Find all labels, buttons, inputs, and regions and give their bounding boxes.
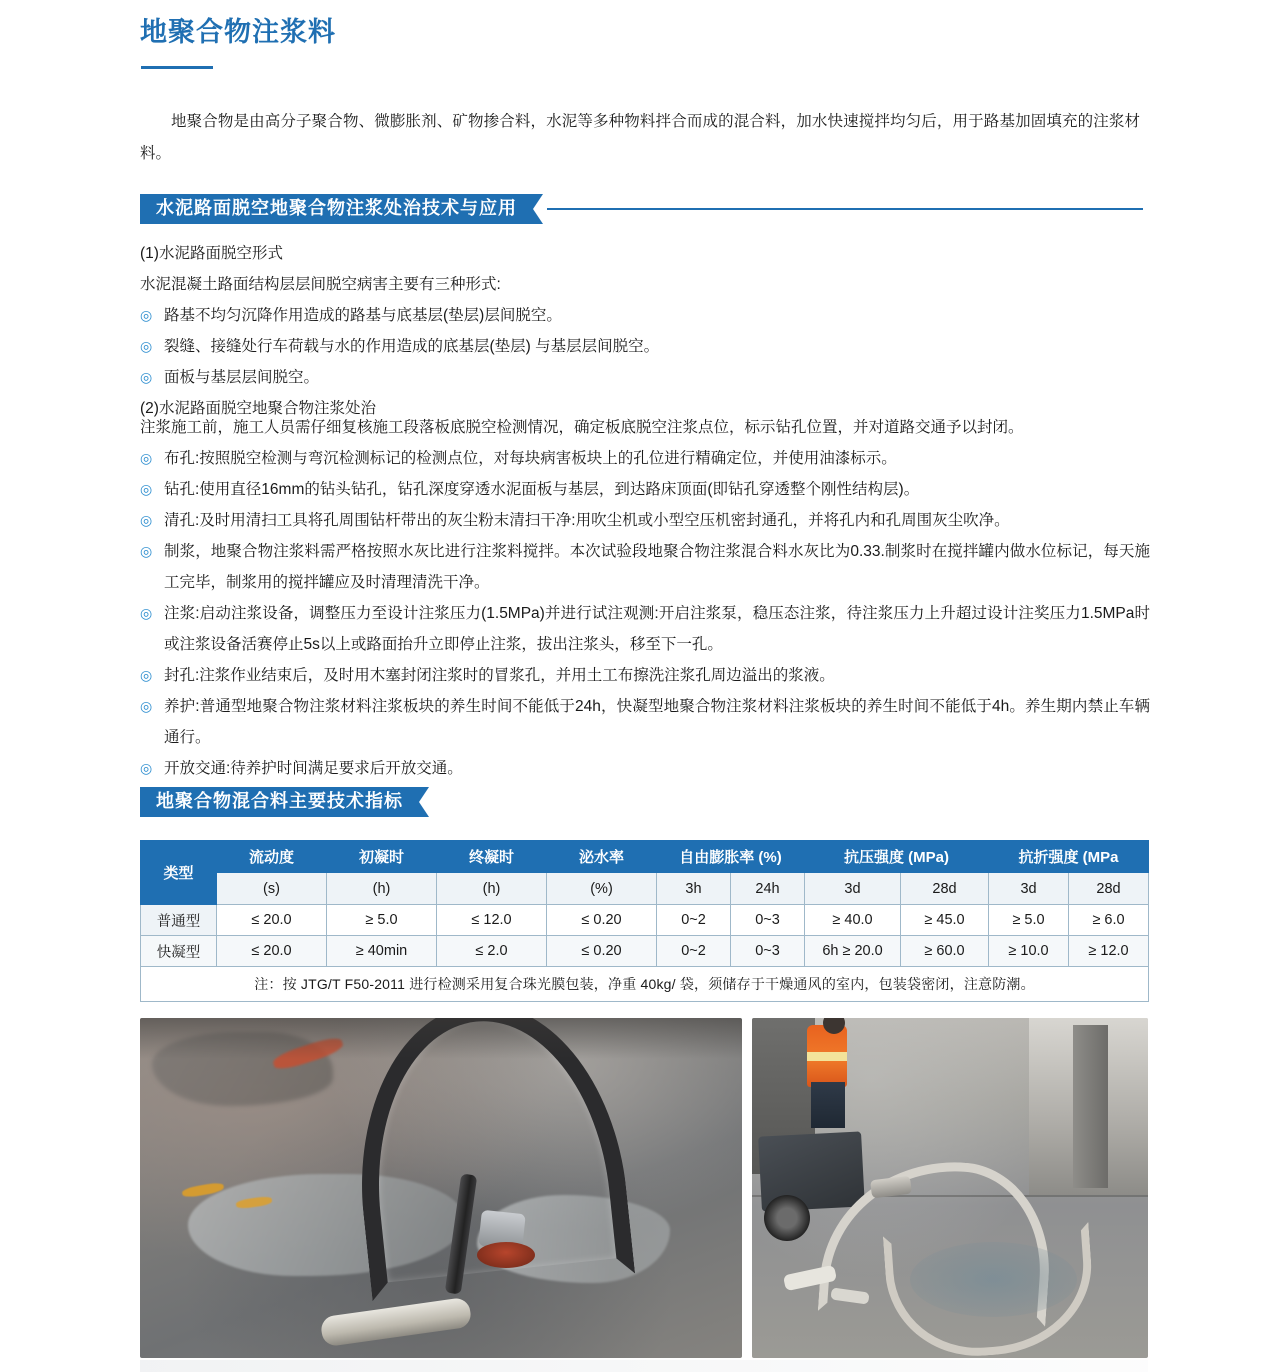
photo-right-worker-reflective-stripe xyxy=(807,1052,847,1061)
part1-bullet-1 xyxy=(140,300,1150,331)
cell-rapid-fluidity: ≤ 20.0 xyxy=(217,936,327,967)
part2-bullet-7-text: 养护:普通型地聚合物注浆材料注浆板块的养生时间不能低于24h，快凝型地聚合物注浆材料注浆板块的养生时间不能低于4h。养生期内禁止车辆通行。 xyxy=(164,698,1150,746)
title-underline xyxy=(141,66,213,69)
part2-bullet-5-text: 注浆:启动注浆设备，调整压力至设计注浆压力(1.5MPa)并进行试注观测:开启注浆泵，稳压态注浆，待注浆压力上升超过设计注奖压力1.5MPa时或注浆设备活赛停止5s以上或路面抬升立即停止注浆，拔出注浆头，移至下一孔。 xyxy=(164,605,1150,653)
sub-flexural-28d: 28d xyxy=(1069,873,1149,905)
th-initial-set: 初凝时 xyxy=(327,841,437,873)
cell-rapid-flex3d: ≥ 10.0 xyxy=(989,936,1069,967)
part2-bullet-2 xyxy=(140,474,1150,505)
row-label-normal: 普通型 xyxy=(141,905,217,936)
spec-table-wrapper xyxy=(140,840,1148,1002)
page-bottom-edge xyxy=(140,1360,1148,1372)
table-footnote-row xyxy=(141,967,1149,1002)
part2-title: (2)水泥路面脱空地聚合物注浆处治 xyxy=(140,400,376,417)
bullet-icon: ◎ xyxy=(140,338,153,354)
table-row xyxy=(141,905,1149,936)
th-bleed-rate: 泌水率 xyxy=(547,841,657,873)
th-type: 类型 xyxy=(141,841,217,905)
bullet-icon: ◎ xyxy=(140,512,153,528)
th-final-set: 终凝时 xyxy=(437,841,547,873)
cell-normal-flex3d: ≥ 5.0 xyxy=(989,905,1069,936)
sub-expansion-3h: 3h xyxy=(657,873,731,905)
table-subheader-row xyxy=(141,873,1149,905)
section-heading-1-rule xyxy=(547,208,1143,210)
sub-final-unit: (h) xyxy=(437,873,547,905)
part1-bullet-3-text: 面板与基层层间脱空。 xyxy=(164,369,320,386)
part1-title: (1)水泥路面脱空形式 xyxy=(140,245,283,262)
table-row xyxy=(141,936,1149,967)
photo-left-top-shadow xyxy=(140,1018,742,1059)
bullet-icon: ◎ xyxy=(140,369,153,385)
bullet-icon: ◎ xyxy=(140,760,153,776)
part2-bullet-3-text: 清孔:及时用清扫工具将孔周围钻杆带出的灰尘粉末清扫干净:用吹尘机或小型空压机密封通孔，并将孔内和孔周围灰尘吹净。 xyxy=(164,512,1010,529)
part2-bullet-1-text: 布孔:按照脱空检测与弯沉检测标记的检测点位，对每块病害板块上的孔位进行精确定位，并使用油漆标示。 xyxy=(164,450,897,467)
photo-right-machine-wheel xyxy=(764,1195,810,1241)
cell-rapid-comp3d: 6h ≥ 20.0 xyxy=(805,936,901,967)
section-heading-1-label: 水泥路面脱空地聚合物注浆处治技术与应用 xyxy=(140,194,533,224)
part2-bullet-7 xyxy=(140,691,1150,753)
bullet-icon: ◎ xyxy=(140,543,153,559)
cell-normal-bleed: ≤ 0.20 xyxy=(547,905,657,936)
photo-row xyxy=(140,1018,1148,1358)
bullet-icon: ◎ xyxy=(140,481,153,497)
cell-rapid-flex28d: ≥ 12.0 xyxy=(1069,936,1149,967)
cell-rapid-exp24h: 0~3 xyxy=(731,936,805,967)
part2-bullet-3 xyxy=(140,505,1150,536)
photo-right-pillar xyxy=(1073,1025,1109,1188)
sub-expansion-24h: 24h xyxy=(731,873,805,905)
cell-normal-comp28d: ≥ 45.0 xyxy=(901,905,989,936)
cell-normal-final: ≤ 12.0 xyxy=(437,905,547,936)
th-compressive-strength: 抗压强度 (MPa) xyxy=(805,841,989,873)
photo-right-wet-pavement-patch xyxy=(910,1242,1076,1317)
bullet-icon: ◎ xyxy=(140,698,153,714)
table-footnote: 注：按 JTG/T F50-2011 进行检测采用复合珠光膜包装，净重 40kg/ 袋，须储存于干燥通风的室内，包装袋密闭，注意防潮。 xyxy=(141,967,1149,1002)
part2-bullet-8-text: 开放交通:待养护时间满足要求后开放交通。 xyxy=(164,760,463,777)
sub-compressive-3d: 3d xyxy=(805,873,901,905)
section-heading-2-label: 地聚合物混合料主要技术指标 xyxy=(140,787,419,817)
part2-bullet-4-text: 制浆，地聚合物注浆料需严格按照水灰比进行注浆料搅拌。本次试验段地聚合物注浆混合料水灰比为0.33.制浆时在搅拌罐内做水位标记，每天施工完毕，制浆用的搅拌罐应及时清理清洗干净。 xyxy=(164,543,1150,591)
table-header-row xyxy=(141,841,1149,873)
th-flexural-strength: 抗折强度 (MPa xyxy=(989,841,1149,873)
part1-bullet-2-text: 裂缝、接缝处行车荷载与水的作用造成的底基层(垫层) 与基层层间脱空。 xyxy=(164,338,660,355)
cell-normal-exp24h: 0~3 xyxy=(731,905,805,936)
cell-rapid-exp3h: 0~2 xyxy=(657,936,731,967)
part2-bullet-2-text: 钻孔:使用直径16mm的钻头钻孔，钻孔深度穿透水泥面板与基层，到达路床顶面(即钻孔穿透整个刚性结构层)。 xyxy=(164,481,920,498)
row-label-rapid: 快凝型 xyxy=(141,936,217,967)
cell-normal-comp3d: ≥ 40.0 xyxy=(805,905,901,936)
bullet-icon: ◎ xyxy=(140,667,153,683)
part2-bullet-6 xyxy=(140,660,1150,691)
cell-rapid-comp28d: ≥ 60.0 xyxy=(901,936,989,967)
cell-normal-exp3h: 0~2 xyxy=(657,905,731,936)
page-title: 地聚合物注浆料 xyxy=(140,17,336,47)
part2-bullet-6-text: 封孔:注浆作业结束后，及时用木塞封闭注浆时的冒浆孔，并用土工布擦洗注浆孔周边溢出的浆液。 xyxy=(164,667,835,684)
sub-bleed-unit: (%) xyxy=(547,873,657,905)
cell-normal-initial: ≥ 5.0 xyxy=(327,905,437,936)
photo-grouting-hose-on-pavement xyxy=(140,1018,742,1358)
cell-rapid-bleed: ≤ 0.20 xyxy=(547,936,657,967)
th-free-expansion: 自由膨胀率 (%) xyxy=(657,841,805,873)
part1-bullet-2 xyxy=(140,331,1150,362)
cell-rapid-final: ≤ 2.0 xyxy=(437,936,547,967)
part2-lead: 注浆施工前，施工人员需仔细复核施工段落板底脱空检测情况，确定板底脱空注浆点位，标示钻孔位置，并对道路交通予以封闭。 xyxy=(140,419,1024,436)
photo-right-worker-legs xyxy=(811,1082,845,1128)
section1-part2 xyxy=(140,412,1150,784)
th-fluidity: 流动度 xyxy=(217,841,327,873)
bullet-icon: ◎ xyxy=(140,307,153,323)
part1-lead: 水泥混凝土路面结构层层间脱空病害主要有三种形式: xyxy=(140,276,501,293)
section-heading-2 xyxy=(140,787,1143,817)
part2-bullet-8 xyxy=(140,753,1150,784)
sub-flexural-3d: 3d xyxy=(989,873,1069,905)
part2-bullet-4 xyxy=(140,536,1150,598)
section1-part1 xyxy=(140,238,1150,424)
bullet-icon: ◎ xyxy=(140,450,153,466)
sub-initial-unit: (h) xyxy=(327,873,437,905)
sub-fluidity-unit: (s) xyxy=(217,873,327,905)
photo-worksite-worker-equipment xyxy=(752,1018,1148,1358)
sub-compressive-28d: 28d xyxy=(901,873,989,905)
part1-bullet-1-text: 路基不均匀沉降作用造成的路基与底基层(垫层)层间脱空。 xyxy=(164,307,562,324)
part2-bullet-1 xyxy=(140,443,1150,474)
part1-bullet-3 xyxy=(140,362,1150,393)
cell-rapid-initial: ≥ 40min xyxy=(327,936,437,967)
spec-table xyxy=(140,840,1149,1002)
part2-bullet-5 xyxy=(140,598,1150,660)
cell-normal-flex28d: ≥ 6.0 xyxy=(1069,905,1149,936)
cell-normal-fluidity: ≤ 20.0 xyxy=(217,905,327,936)
section-heading-1 xyxy=(140,194,1143,224)
bullet-icon: ◎ xyxy=(140,605,153,621)
intro-paragraph: 地聚合物是由高分子聚合物、微膨胀剂、矿物掺合料，水泥等多种物料拌合而成的混合料，加水快速搅拌均匀后，用于路基加固填充的注浆材料。 xyxy=(140,113,1140,162)
